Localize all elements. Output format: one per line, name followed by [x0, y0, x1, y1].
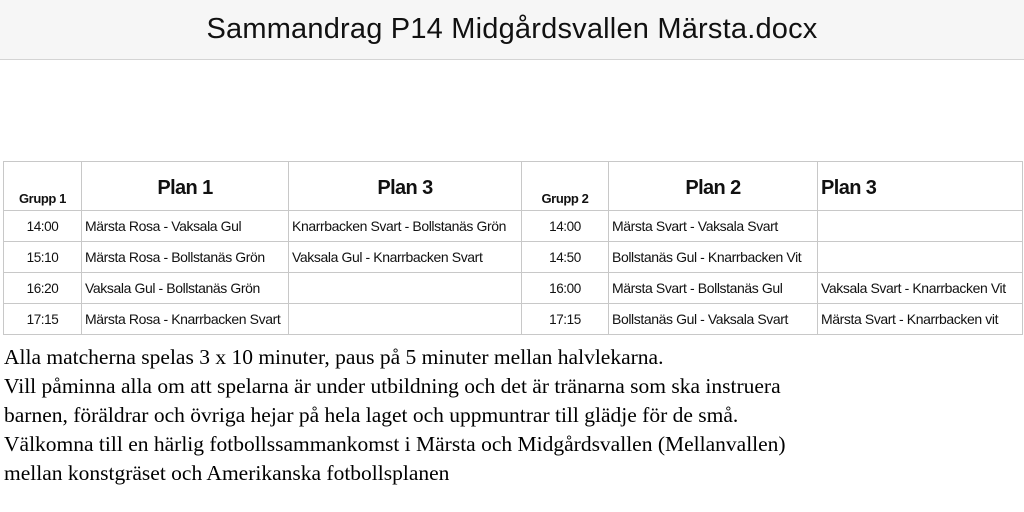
table-row: [4, 242, 1023, 273]
match-cell: [818, 242, 1023, 273]
document-page: [0, 61, 1024, 512]
schedule-table: [3, 161, 1023, 335]
match-cell: Märsta Rosa - Vaksala Gul: [82, 211, 289, 242]
match-cell: Märsta Svart - Vaksala Svart: [609, 211, 818, 242]
document-title: Sammandrag P14 Midgårdsvallen Märsta.docx: [206, 13, 818, 45]
time-cell: 14:00: [4, 211, 82, 242]
time-cell: 15:10: [4, 242, 82, 273]
match-cell: Märsta Rosa - Knarrbacken Svart: [82, 304, 289, 335]
header-plan-3-group-2: Plan 3: [818, 162, 1023, 211]
match-cell: [289, 304, 522, 335]
note-line: Välkomna till en härlig fotbollssammankomst i Märsta och Midgårdsvallen (Mellanvallen): [4, 432, 786, 456]
header-plan-3-group-1: Plan 3: [289, 162, 522, 211]
match-cell: Bollstanäs Gul - Knarrbacken Vit: [609, 242, 818, 273]
notes-paragraph: [4, 343, 1014, 488]
time-cell: 16:00: [522, 273, 609, 304]
time-cell: 16:20: [4, 273, 82, 304]
table-row: [4, 273, 1023, 304]
time-cell: 14:50: [522, 242, 609, 273]
match-cell: Vaksala Gul - Knarrbacken Svart: [289, 242, 522, 273]
note-line: mellan konstgräset och Amerikanska fotbollsplanen: [4, 461, 450, 485]
match-cell: Knarrbacken Svart - Bollstanäs Grön: [289, 211, 522, 242]
time-cell: 17:15: [522, 304, 609, 335]
table-row: [4, 211, 1023, 242]
table-row: [4, 304, 1023, 335]
match-cell: Vaksala Svart - Knarrbacken Vit: [818, 273, 1023, 304]
header-grupp-2: Grupp 2: [522, 162, 609, 211]
match-cell: Märsta Rosa - Bollstanäs Grön: [82, 242, 289, 273]
match-cell: Märsta Svart - Knarrbacken vit: [818, 304, 1023, 335]
window-titlebar: [0, 0, 1024, 60]
header-plan-1: Plan 1: [82, 162, 289, 211]
match-cell: Vaksala Gul - Bollstanäs Grön: [82, 273, 289, 304]
match-cell: [289, 273, 522, 304]
note-line: Alla matcherna spelas 3 x 10 minuter, paus på 5 minuter mellan halvlekarna.: [4, 345, 664, 369]
header-plan-2: Plan 2: [609, 162, 818, 211]
note-line: Vill påminna alla om att spelarna är under utbildning och det är tränarna som ska instruera: [4, 374, 781, 398]
time-cell: 17:15: [4, 304, 82, 335]
table-header-row: [4, 162, 1023, 211]
match-cell: [818, 211, 1023, 242]
header-grupp-1: Grupp 1: [4, 162, 82, 211]
note-line: barnen, föräldrar och övriga hejar på hela laget och uppmuntrar till glädje för de små.: [4, 403, 739, 427]
match-cell: Märsta Svart - Bollstanäs Gul: [609, 273, 818, 304]
match-cell: Bollstanäs Gul - Vaksala Svart: [609, 304, 818, 335]
time-cell: 14:00: [522, 211, 609, 242]
